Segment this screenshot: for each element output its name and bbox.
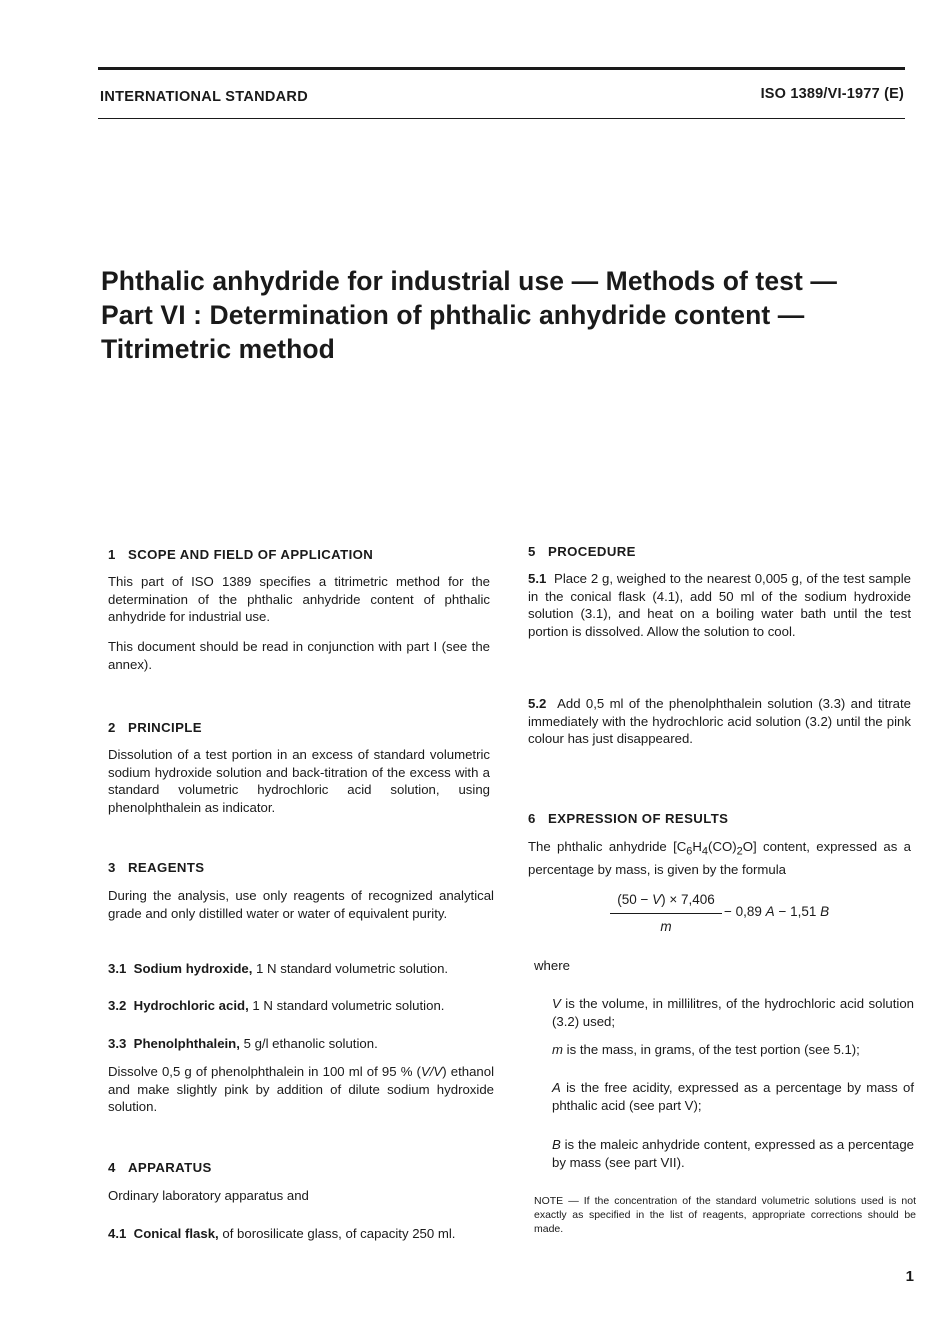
formula-fraction [610,891,722,936]
procedure-5-2: 5.2 Add 0,5 ml of the phenolphthalein solution (3.3) and titrate immediately with the hydrochloric acid solution (3.2) until the pink colour has just disappeared. [528,696,912,746]
procedure-5-1: 5.1 Place 2 g, weighed to the nearest 0,005 g, of the test sample in the conical flask (4.1), add 50 ml of the sodium hydroxide solution (3.1), and heat on a boiling water bath until the test portion is dissolved. Allow the solution to cool. [528,571,912,639]
section-2-heading: 2 PRINCIPLE [108,720,202,735]
section-1-heading: 1 SCOPE AND FIELD OF APPLICATION [108,547,374,562]
section-1-paragraph-1: This part of ISO 1389 specifies a titrimetric method for the determination of the phthalic anhydride content of phthalic anhydride for industrial use. [108,574,490,624]
calculation-note: NOTE — If the concentration of the standard volumetric solutions used is not exactly as specified in the list of reagents, appropriate corrections should be made. [534,1195,916,1235]
fraction-bar [610,913,722,914]
where-label: where [534,958,570,973]
document-type: INTERNATIONAL STANDARD [100,89,308,105]
section-3-paragraph: During the analysis, use only reagents of recognized analytical grade and only distilled water or water of equivalent purity. [108,888,494,921]
page-number: 1 [905,1268,914,1285]
section-4-paragraph: Ordinary laboratory apparatus and [108,1188,309,1203]
section-1-paragraph-2: This document should be read in conjunction with part I (see the annex). [108,639,490,672]
section-3-heading: 3 REAGENTS [108,860,205,875]
definition-a: A is the free acidity, expressed as a percentage by mass of phthalic acid (see part V); [552,1080,914,1113]
section-5-heading: 5 PROCEDURE [528,544,636,559]
reagent-3-2: 3.2 Hydrochloric acid, 1 N standard volumetric solution. [108,998,445,1013]
definition-v: V is the volume, in millilitres, of the hydrochloric acid solution (3.2) used; [552,996,914,1029]
result-formula [610,891,870,939]
formula-denominator: m [660,919,672,934]
apparatus-4-1: 4.1 Conical flask, of borosilicate glass, of capacity 250 ml. [108,1226,456,1241]
document-reference: ISO 1389/VI-1977 (E) [760,86,904,102]
formula-remainder: − 0,89 A − 1,51 B [724,904,830,919]
section-6-heading: 6 EXPRESSION OF RESULTS [528,811,729,826]
definition-b: B is the maleic anhydride content, expressed as a percentage by mass (see part VII). [552,1137,914,1170]
section-4-heading: 4 APPARATUS [108,1160,212,1175]
section-2-paragraph: Dissolution of a test portion in an excess of standard volumetric sodium hydroxide solution and back-titration of the excess with a standard volumetric hydrochloric acid solution, using phenolphthalein as indicator. [108,747,490,815]
definition-m: m is the mass, in grams, of the test portion (see 5.1); [552,1042,860,1057]
title-line-3: Titrimetric method [101,334,335,364]
title-line-2: Part VI : Determination of phthalic anhydride content — [101,300,805,330]
title-line-1: Phthalic anhydride for industrial use — Methods of test — [101,266,838,296]
reagent-3-3: 3.3 Phenolphthalein, 5 g/l ethanolic solution. [108,1036,378,1051]
document-title [101,264,901,366]
reagent-3-1: 3.1 Sodium hydroxide, 1 N standard volumetric solution. [108,961,449,976]
reagent-3-3-description: Dissolve 0,5 g of phenolphthalein in 100 ml of 95 % (V/V) ethanol and make slightly pink by addition of dilute sodium hydroxide solution. [108,1064,494,1114]
header-rule-top [98,67,905,70]
section-6-intro: The phthalic anhydride $[C_6H_4(CO)_2O]$ content, expressed as a percentage by mass, is given by the formula [528,839,911,878]
formula-numerator: (50 − V) × 7,406 [617,892,715,907]
header-rule-bottom [98,118,905,119]
